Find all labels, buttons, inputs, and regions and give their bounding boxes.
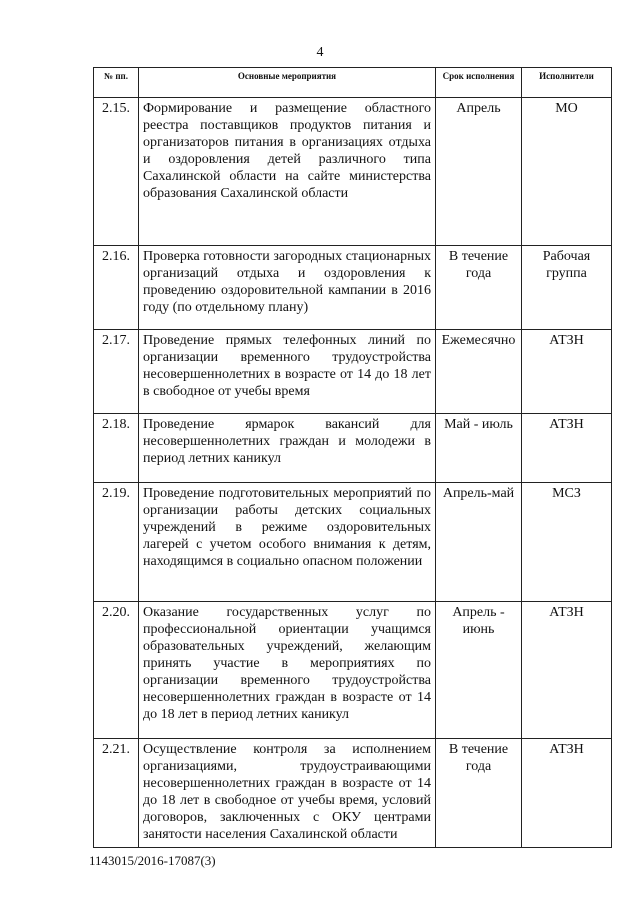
row-task: Оказание государственных услуг по профессиональной ориентации учащимся образовательных учреждений, желающим принять участие в мероприятиях по организации временного трудоустройства несовершеннолетних граждан в возрасте от 14 до 18 лет в период летних каникул bbox=[139, 602, 436, 739]
table-header bbox=[94, 68, 612, 98]
table-row bbox=[94, 330, 612, 414]
table-row bbox=[94, 602, 612, 739]
table-row bbox=[94, 414, 612, 483]
events-table bbox=[93, 67, 612, 848]
row-executor: МО bbox=[522, 98, 612, 246]
row-task: Осуществление контроля за исполнением организациями, трудоустраивающими несовершеннолетних граждан в возрасте от 14 до 18 лет в свободное от учебы время, условий договоров, заключенных с ОКУ центрами занятости населения Сахалинской области bbox=[139, 739, 436, 848]
row-term: Май - июль bbox=[436, 414, 522, 483]
row-task: Проведение подготовительных мероприятий по организации работы детских социальных учреждений в режиме оздоровительных лагерей с учетом особого внимания к детям, находящимся в социально опасном положении bbox=[139, 483, 436, 602]
table-header-row bbox=[94, 68, 612, 98]
row-number: 2.18. bbox=[94, 414, 139, 483]
page-number: 4 bbox=[316, 45, 324, 60]
header-term: Срок исполнения bbox=[436, 68, 522, 98]
row-task: Проведение ярмарок вакансий для несовершеннолетних граждан и молодежи в период летних каникул bbox=[139, 414, 436, 483]
header-executor: Исполнители bbox=[522, 68, 612, 98]
table-row bbox=[94, 483, 612, 602]
row-task: Проведение прямых телефонных линий по организации временного трудоустройства несовершеннолетних в возрасте от 14 до 18 лет в свободное от учебы время bbox=[139, 330, 436, 414]
header-num: № пп. bbox=[94, 68, 139, 98]
row-executor: АТЗН bbox=[522, 414, 612, 483]
row-term: Апрель bbox=[436, 98, 522, 246]
row-executor: МСЗ bbox=[522, 483, 612, 602]
table-row bbox=[94, 739, 612, 848]
table-row bbox=[94, 98, 612, 246]
row-executor: Рабочая группа bbox=[522, 246, 612, 330]
row-term: Апрель-май bbox=[436, 483, 522, 602]
row-executor: АТЗН bbox=[522, 739, 612, 848]
row-task: Проверка готовности загородных стационарных организаций отдыха и оздоровления к проведению оздоровительной кампании в 2016 году (по отдельному плану) bbox=[139, 246, 436, 330]
row-task: Формирование и размещение областного реестра поставщиков продуктов питания и организаторов питания в организациях отдыха и оздоровления детей различного типа Сахалинской области на сайте министерства образования Сахалинской области bbox=[139, 98, 436, 246]
row-term: Ежемесячно bbox=[436, 330, 522, 414]
row-number: 2.15. bbox=[94, 98, 139, 246]
row-number: 2.21. bbox=[94, 739, 139, 848]
row-executor: АТЗН bbox=[522, 602, 612, 739]
table-body bbox=[94, 98, 612, 848]
row-term: Апрель - июнь bbox=[436, 602, 522, 739]
row-term: В течение года bbox=[436, 246, 522, 330]
row-number: 2.20. bbox=[94, 602, 139, 739]
row-term: В течение года bbox=[436, 739, 522, 848]
row-number: 2.16. bbox=[94, 246, 139, 330]
row-executor: АТЗН bbox=[522, 330, 612, 414]
table-row bbox=[94, 246, 612, 330]
header-task: Основные мероприятия bbox=[139, 68, 436, 98]
row-number: 2.19. bbox=[94, 483, 139, 602]
document-number: 1143015/2016-17087(3) bbox=[89, 853, 216, 868]
row-number: 2.17. bbox=[94, 330, 139, 414]
